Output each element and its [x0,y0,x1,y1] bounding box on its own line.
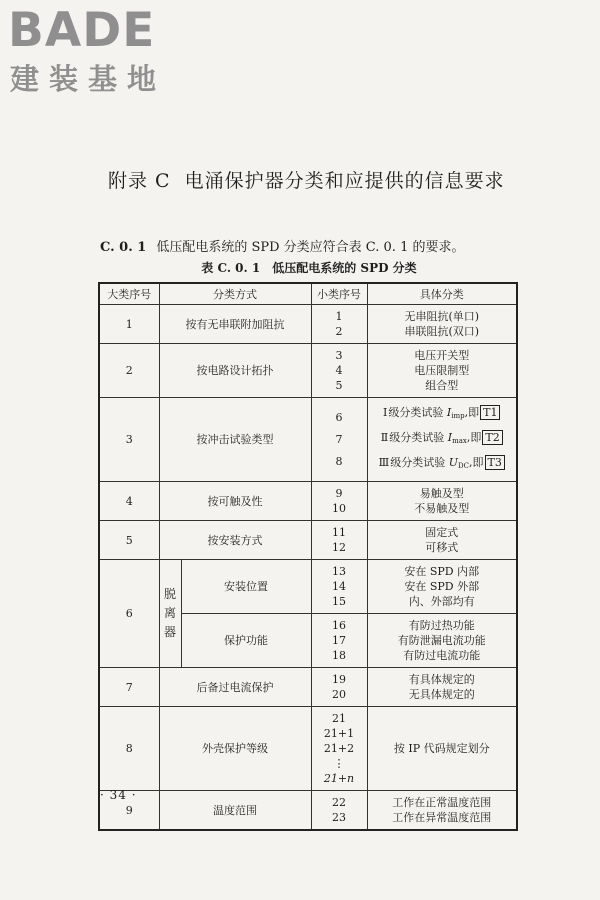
category-cell [367,398,517,482]
category-item: 不易触及型 [414,502,470,515]
category-item: 工作在正常温度范围 [392,796,492,809]
page-number: · 34 · [100,788,137,802]
major-cell: 9 [99,791,159,831]
table-row [99,668,517,707]
major-cell: 7 [99,668,159,707]
spd-classification-table [98,282,518,831]
minor-item: 2 [335,325,343,338]
table-row [99,305,517,344]
category-cell [367,614,517,668]
category-cell [367,344,517,398]
major-cell: 4 [99,482,159,521]
category-item: 串联阻抗(双口) [404,325,480,338]
table-caption: 表 C. 0. 1 低压配电系统的 SPD 分类 [201,261,417,275]
minor-item: 18 [332,649,346,662]
header-minor: 小类序号 [311,283,367,305]
minor-item: 22 [332,796,346,809]
category-item: 安在 SPD 外部 [404,580,480,593]
category-item: 安在 SPD 内部 [404,565,480,578]
method-cell: 按冲击试验类型 [159,398,311,482]
method-cell: 保护功能 [181,614,311,668]
clause-paragraph [100,236,464,255]
method-cell: 安装位置 [181,560,311,614]
minor-item: 19 [332,673,346,686]
clause-number: C. 0. 1 [100,240,147,255]
minor-cell [311,707,367,791]
minor-cell [311,398,367,482]
test-code-box: T3 [485,455,505,470]
category-cell [367,791,517,831]
method-cell: 按有无串联附加阻抗 [159,305,311,344]
category-item: 有防过电流功能 [403,649,481,662]
logo-subtitle: 建装基地 [10,62,167,96]
appendix-heading: 电涌保护器分类和应提供的信息要求 [184,170,505,192]
category-cell [367,560,517,614]
appendix-title [108,166,505,193]
minor-item: 23 [332,811,346,824]
minor-item: 8 [335,454,343,468]
test-class-item: Ⅱ级分类试验 $I_{max}$,即 T2 [370,427,515,452]
minor-cell [311,344,367,398]
minor-item: 12 [332,541,346,554]
test-class-item: Ⅰ级分类试验 $I_{imp}$,即 T1 [370,402,515,427]
table-header-row [99,283,517,305]
clause-text: 低压配电系统的 SPD 分类应符合表 C. 0. 1 的要求。 [156,240,465,255]
major-cell: 5 [99,521,159,560]
minor-item: 9 [335,487,343,500]
category-cell [367,668,517,707]
category-cell [367,521,517,560]
minor-item: 21+n [323,772,355,785]
category-item: 内、外部均有 [408,595,475,608]
category-item: 可移式 [425,541,459,554]
test-code-box: T1 [480,405,500,420]
minor-cell [311,668,367,707]
minor-item: 11 [332,526,346,539]
minor-item: 20 [332,688,346,701]
minor-cell [311,305,367,344]
major-cell: 2 [99,344,159,398]
appendix-label: 附录 C [108,170,171,192]
method-cell: 后备过电流保护 [159,668,311,707]
minor-cell [311,521,367,560]
category-item: 无串阻抗(单口) [404,310,480,323]
table-row [99,344,517,398]
minor-item: 3 [335,349,343,362]
category-item: 工作在异常温度范围 [392,811,492,824]
table-row [99,560,517,614]
minor-item: 21+1 [323,727,355,740]
major-cell: 1 [99,305,159,344]
major-cell: 3 [99,398,159,482]
minor-cell [311,482,367,521]
minor-item: 14 [332,580,346,593]
category-cell [367,305,517,344]
method-cell: 按电路设计拓扑 [159,344,311,398]
category-item: 组合型 [425,379,459,392]
minor-item: 5 [335,379,343,392]
category-cell [367,482,517,521]
minor-item: ⋮ [333,757,345,770]
minor-item: 17 [332,634,346,647]
minor-item: 13 [332,565,346,578]
category-item: 电压限制型 [414,364,470,377]
test-code-box: T2 [482,430,502,445]
category-item: 电压开关型 [414,349,470,362]
table-row [99,398,517,482]
brand-logo [8,4,166,96]
method-cell: 按安装方式 [159,521,311,560]
disconnector-group-label: 脱 离 器 [159,560,181,668]
minor-item: 15 [332,595,346,608]
category-item: 有具体规定的 [408,673,475,686]
method-cell: 外壳保护等级 [159,707,311,791]
table-row [99,521,517,560]
minor-item: 21+2 [323,742,355,755]
minor-cell [311,560,367,614]
minor-item: 4 [335,364,343,377]
minor-item: 16 [332,619,346,632]
table-row [99,482,517,521]
test-class-item: Ⅲ级分类试验 $U_{DC}$,即 T3 [370,452,515,477]
header-category: 具体分类 [367,283,517,305]
header-major: 大类序号 [99,283,159,305]
major-cell: 6 [99,560,159,668]
major-cell: 8 [99,707,159,791]
category-item: 有防泄漏电流功能 [397,634,486,647]
method-cell: 按可触及性 [159,482,311,521]
category-item: 无具体规定的 [408,688,475,701]
category-item: 固定式 [425,526,459,539]
minor-item: 6 [335,410,343,424]
minor-item: 10 [332,502,346,515]
minor-cell [311,614,367,668]
minor-item: 1 [335,310,343,323]
table-row [99,791,517,831]
category-item: 易触及型 [419,487,464,500]
table-row [99,707,517,791]
method-cell: 温度范围 [159,791,311,831]
minor-item: 21 [332,712,346,725]
minor-item: 7 [335,432,343,446]
logo-brand-text: BADE [8,3,156,58]
category-cell: 按 IP 代码规定划分 [367,707,517,791]
header-method: 分类方式 [159,283,311,305]
category-item: 有防过热功能 [408,619,475,632]
minor-cell [311,791,367,831]
